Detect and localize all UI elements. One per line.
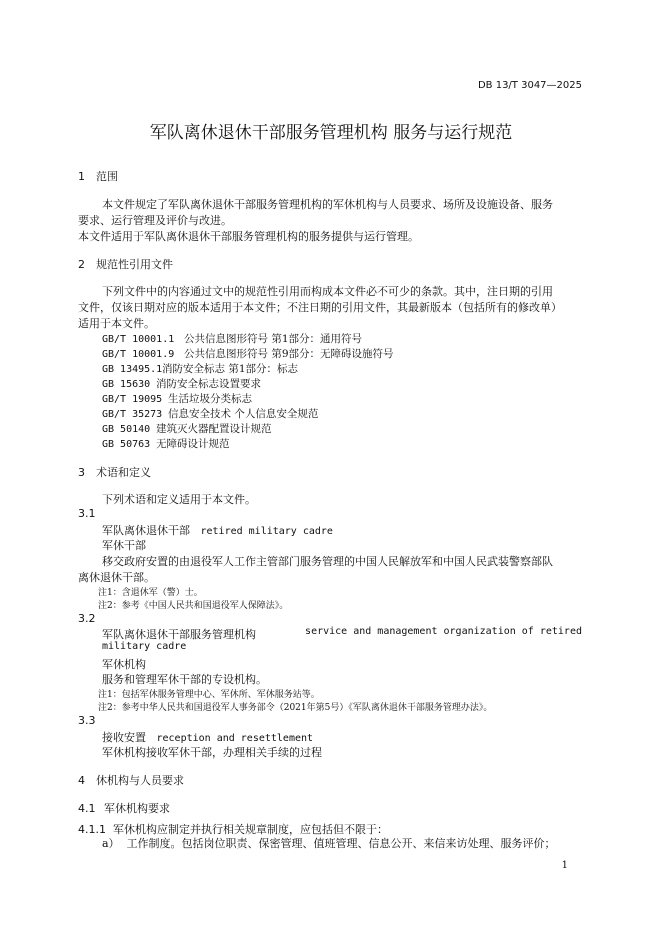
paragraph-line: 下列文件中的内容通过文中的规范性引用而构成本文件必不可少的条款。其中，注日期的引用 [102, 285, 553, 298]
term-abbreviation: 军休机构 [102, 658, 146, 671]
term-number: 3.1 [78, 507, 96, 520]
paragraph-line: 文件，仅该日期对应的版本适用于本文件；不注日期的引用文件，其最新版本（包括所有的修改单） [78, 301, 562, 314]
term-number: 3.3 [78, 714, 96, 727]
section-4-heading [78, 772, 184, 788]
term-abbreviation: 军休干部 [102, 539, 146, 552]
section-3-heading [78, 464, 151, 480]
term-note: 注1：含退休军（警）士。 [98, 588, 203, 598]
term-definition-line: 移交政府安置的由退役军人工作主管部门服务管理的中国人民解放军和中国人民武装警察部队 [102, 555, 553, 568]
paragraph-line: 下列术语和定义适用于本文件。 [102, 493, 256, 506]
clause-number: 4.1.1 [78, 823, 106, 836]
reference-item [102, 376, 261, 391]
reference-code: GB 15630 [102, 379, 151, 390]
section-number: 3 [78, 466, 85, 479]
reference-title: 无障碍设计规范 [156, 438, 230, 450]
term-english: retired military cadre [200, 526, 333, 537]
standard-code: DB 13/T 3047—2025 [477, 80, 582, 91]
reference-item [102, 406, 318, 421]
reference-item [102, 421, 272, 436]
reference-code: GB 50140 [102, 424, 151, 435]
term-definition-line: 离休退休干部。 [78, 571, 155, 584]
reference-code: GB/T 10001.9 [102, 349, 175, 360]
reference-title: 生活垃圾分类标志 [168, 393, 252, 405]
page-number: 1 [561, 860, 568, 871]
section-title: 军休机构要求 [104, 802, 170, 815]
term-english: service and management organization of retired [305, 626, 582, 637]
term-heading [102, 522, 333, 538]
term-chinese: 接收安置 [102, 731, 146, 744]
term-english-continued: military cadre [102, 641, 187, 652]
reference-code: GB 13495.1 [102, 364, 163, 375]
reference-title: 消防安全标志 第1部分：标志 [162, 363, 299, 375]
document-title: 军队离休退休干部服务管理机构 服务与运行规范 [149, 123, 513, 143]
paragraph-line: 适用于本文件。 [78, 317, 155, 330]
reference-item [102, 391, 252, 406]
section-number: 4.1 [78, 802, 96, 815]
term-chinese: 军队离休退休干部服务管理机构 [102, 628, 256, 641]
term-definition-line: 军休机构接收军休干部，办理相关手续的过程 [102, 746, 322, 759]
reference-code: GB/T 10001.1 [102, 334, 175, 345]
section-title: 规范性引用文件 [96, 258, 173, 271]
reference-title: 消防安全标志设置要求 [156, 378, 261, 390]
reference-title: 建筑灭火器配置设计规范 [156, 423, 272, 435]
section-number: 1 [78, 170, 85, 183]
reference-item [102, 346, 394, 361]
reference-item [102, 331, 362, 346]
list-label: a） [102, 837, 120, 850]
reference-code: GB/T 19095 [102, 394, 163, 405]
section-number: 2 [78, 258, 85, 271]
section-number: 4 [78, 774, 85, 787]
term-note: 注2：参考《中国人民共和国退役军人保障法》。 [98, 601, 289, 611]
section-2-heading [78, 256, 173, 272]
paragraph-line: 本文件规定了军队离休退休干部服务管理机构的军休机构与人员要求、场所及设施设备、服务 [102, 198, 553, 211]
reference-title: 公共信息图形符号 第9部分：无障碍设施符号 [184, 348, 394, 360]
reference-item [102, 361, 298, 376]
clause-text: 军休机构应制定并执行相关规章制度，应包括但不限于： [113, 823, 388, 836]
term-definition-line: 服务和管理军休干部的专设机构。 [102, 673, 267, 686]
term-english: reception and resettlement [156, 733, 314, 744]
term-heading [102, 626, 582, 642]
paragraph-line: 要求、运行管理及评价与改进。 [78, 214, 232, 227]
reference-code: GB 50763 [102, 439, 151, 450]
list-text: 工作制度。包括岗位职责、保密管理、值班管理、信息公开、来信来访处理、服务评价； [126, 837, 556, 850]
reference-title: 公共信息图形符号 第1部分：通用符号 [184, 333, 363, 345]
section-1-heading [78, 168, 118, 184]
list-item-a [102, 835, 556, 851]
term-heading [102, 729, 313, 745]
term-note: 注1：包括军休服务管理中心、军休所、军休服务站等。 [98, 690, 320, 700]
reference-title: 信息安全技术 个人信息安全规范 [168, 408, 319, 420]
term-chinese: 军队离休退休干部 [102, 524, 190, 537]
term-number: 3.2 [78, 612, 96, 625]
subsection-4-1-heading [78, 800, 170, 816]
section-title: 范围 [96, 170, 118, 183]
term-note: 注2：参考中华人民共和国退役军人事务部令（2021年第5号）《军队离休退休干部服务管理办法》。 [98, 703, 493, 713]
section-title: 术语和定义 [96, 466, 151, 479]
reference-code: GB/T 35273 [102, 409, 163, 420]
section-title: 休机构与人员要求 [96, 774, 184, 787]
reference-item [102, 436, 230, 451]
paragraph-line: 本文件适用于军队离休退休干部服务管理机构的服务提供与运行管理。 [78, 230, 419, 243]
